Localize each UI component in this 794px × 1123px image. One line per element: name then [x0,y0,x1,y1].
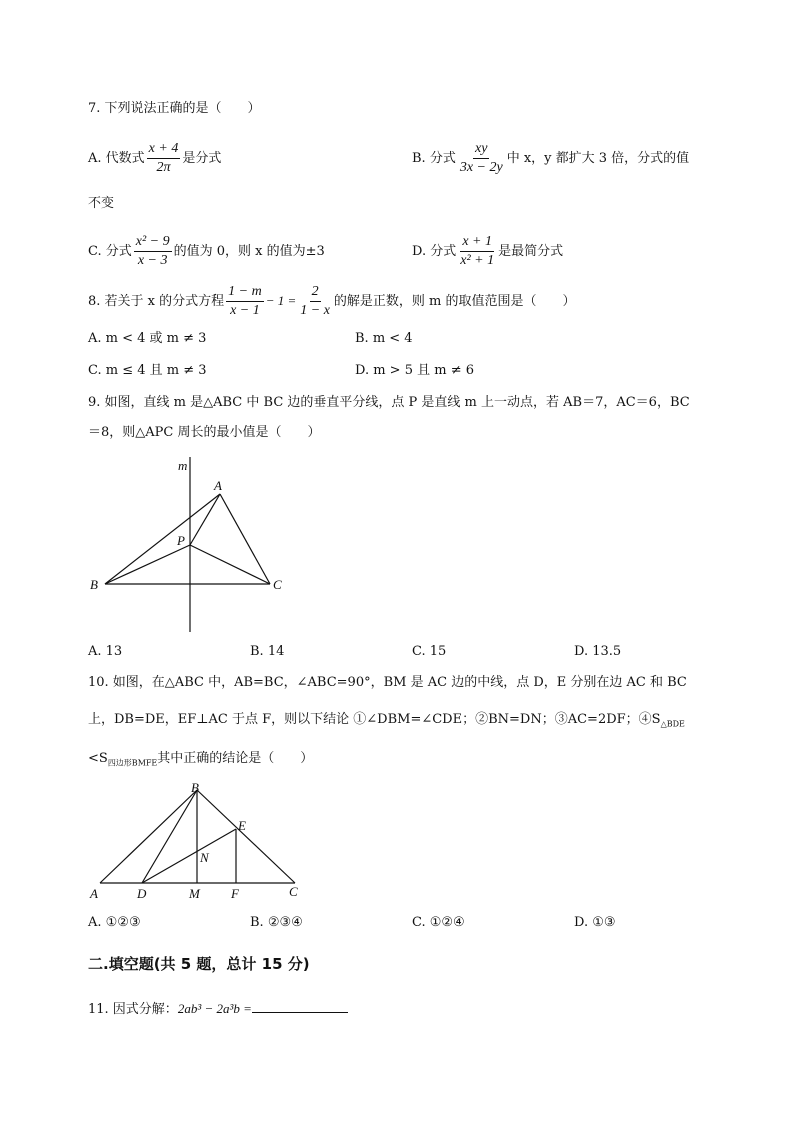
segment-ab [100,790,197,883]
q8-stem: 8. 若关于 x 的分式方程 $\frac{1 - m}{x - 1}$ − 1 = $\frac{2}{1 - x}$ 的解是正数，则 m 的取值范围是（ ） [88,284,576,318]
q10-stem-line3: $<S_{四边形BMFE}$其中正确的结论是（ ） [88,751,314,768]
q7-option-b: B. 分式 $\frac{xy}{3x - 2y}$ 中 x，y 都扩大 3 倍，分式的值 [412,141,690,175]
q7-option-c: C. 分式 $\frac{\text{x² − 9}}{x - 3}$ 的值为 0，则 x 的值为±3 [88,234,325,268]
section-heading-fill-in: 二.填空题(共 5 题，总计 15 分) [88,955,310,973]
q8-fraction-2: $\frac{2}{1 - x}$ [300,284,330,318]
q9-stem-line2: ＝8，则△APC 周长的最小值是（ ） [88,425,321,440]
label-a: A [90,886,98,901]
q8-fraction-1: $\frac{1 - m}{x - 1}$ [228,284,262,318]
q11-answer-blank[interactable] [252,1000,348,1013]
q8-option-c: C. m ≤ 4 且 m ≠ 3 [88,363,207,378]
label-m: m [178,458,188,473]
label-n: N [200,850,209,865]
label-a: A [214,478,222,493]
label-d: D [137,886,147,901]
segment-de [142,829,236,883]
q10-stem-line2: 上，DB=DE，EF⊥AC 于点 F，则以下结论 ①∠DBM=∠CDE；②BN=DN；③AC=2DF；$④S_{\triangle BDE}$ [88,712,685,729]
q7-option-a: A. 代数式 $\frac{x + 4}{2\pi}$ 是分式 [88,141,222,175]
q11-expression: 2ab³ − 2a³b = [177,1001,252,1016]
q11-stem: 11. 因式分解：2ab³ − 2a³b = [88,1000,348,1018]
q7-stem: 7. 下列说法正确的是（ ） [88,101,261,116]
label-c: C [289,884,298,899]
q10-option-c: C. ①②④ [412,915,465,930]
segment-pa [190,494,220,545]
q10-triangle-figure [85,778,310,903]
q10-option-a: A. ①②③ [88,915,141,930]
q10-option-d: D. ①③ [574,915,616,930]
q10-stem-line1: 10. 如图，在△ABC 中，AB=BC，∠ABC=90°，BM 是 AC 边的中线，点 D，E 分别在边 AC 和 BC [88,675,687,690]
label-f: F [231,886,239,901]
label-m: M [189,886,200,901]
label-c: C [273,577,282,592]
label-b: B [90,577,98,592]
q9-option-a: A. 13 [88,644,123,659]
q9-triangle-figure [85,452,305,637]
label-e: E [238,818,246,833]
q7-c-fraction: $\frac{\text{x² − 9}}{x - 3}$ [135,234,170,268]
label-p: P [177,533,185,548]
q8-option-b: B. m < 4 [355,331,413,346]
q8-option-a: A. m < 4 或 m ≠ 3 [88,331,207,346]
segment-pc [190,545,270,584]
segment-bc [197,790,295,883]
q9-option-d: D. 13.5 [574,644,622,659]
q7-option-d: D. 分式 $\frac{x + 1}{\text{x² + 1}}$ 是最简分式 [412,234,564,268]
q9-option-b: B. 14 [250,644,285,659]
q8-option-d: D. m > 5 且 m ≠ 6 [355,363,474,378]
q7-b-fraction: $\frac{xy}{3x - 2y}$ [459,141,503,175]
q7-d-fraction: $\frac{x + 1}{\text{x² + 1}}$ [460,234,495,268]
q7-option-b-continued: 不变 [88,196,115,211]
segment-ab [105,494,220,584]
label-b: B [191,780,199,795]
q7-a-fraction: $\frac{x + 4}{2\pi}$ [148,141,179,175]
segment-bd [142,790,197,883]
q7-a-prefix: A. 代数式 [88,151,145,166]
q9-stem-line1: 9. 如图，直线 m 是△ABC 中 BC 边的垂直平分线，点 P 是直线 m 上一动点，若 AB＝7，AC＝6，BC [88,395,690,410]
q10-option-b: B. ②③④ [250,915,303,930]
q9-option-c: C. 15 [412,644,447,659]
segment-ac [220,494,270,584]
